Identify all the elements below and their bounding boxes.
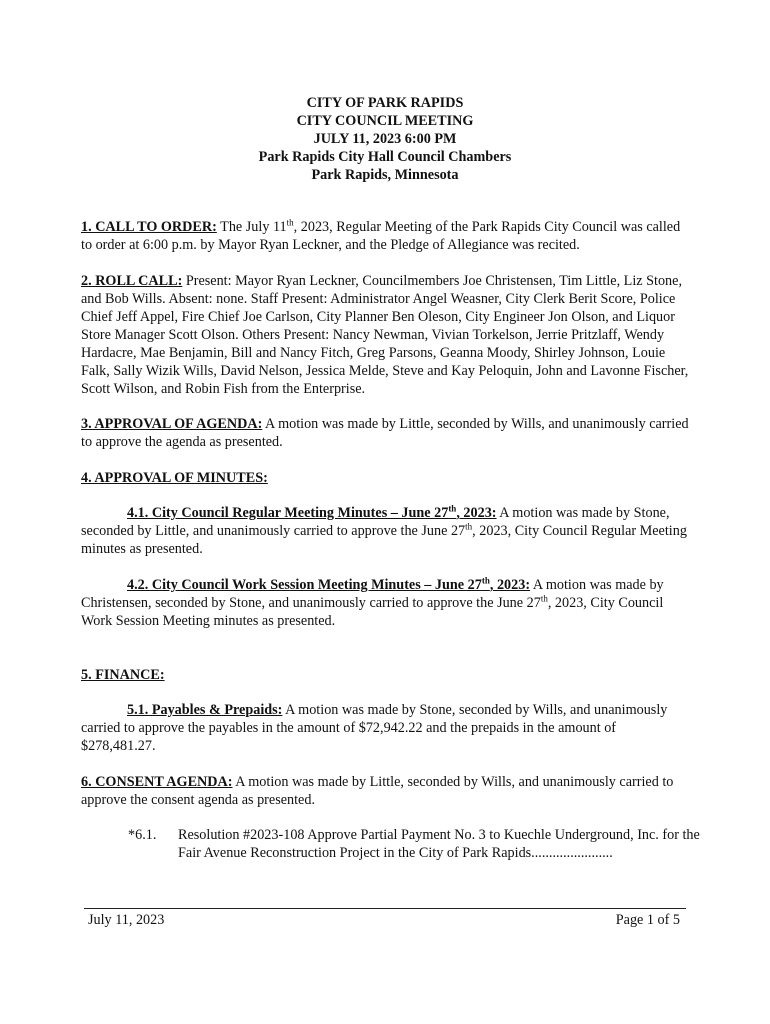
- consent-item-text: Resolution #2023-108 Approve Partial Payment No. 3 to Kuechle Underground, Inc. for the Fair Avenue Reconstruction Project in the City of Park Rapids.......................: [178, 827, 700, 861]
- finance-item-payables: 5.1. Payables & Prepaids: A motion was made by Stone, seconded by Wills, and unanimously carried to approve the payables in the amount of $72,942.22 and the prepaids in the amount of $278,481.27.: [81, 702, 668, 754]
- document-header: [0, 94, 770, 184]
- section-call-to-order: 1. CALL TO ORDER: The July 11th, 2023, Regular Meeting of the Park Rapids City Council was called to order at 6:00 p.m. by Mayor Ryan Leckner, and the Pledge of Allegiance was recited.: [81, 217, 681, 253]
- header-date: JULY 11, 2023 6:00 PM: [313, 131, 457, 147]
- minutes-item-work-session: 4.2. City Council Work Session Meeting Minutes – June 27th, 2023: A motion was made by Christensen, seconded by Stone, and unanimously carried to approve the June 27th, 2023, City Council Work Session Meeting minutes as presented.: [81, 575, 664, 629]
- footer-page-number: Page 1 of 5: [615, 912, 680, 928]
- section-heading: 5. FINANCE:: [81, 667, 165, 683]
- item-heading: 5.1. Payables & Prepaids:: [127, 702, 283, 718]
- section-approval-agenda: 3. APPROVAL OF AGENDA: A motion was made by Little, seconded by Wills, and unanimously carried to approve the agenda as presented.: [81, 416, 689, 450]
- section-heading: 2. ROLL CALL:: [81, 273, 183, 289]
- footer-date: July 11, 2023: [88, 912, 165, 928]
- consent-item-number: *6.1.: [128, 827, 157, 843]
- header-meeting: CITY COUNCIL MEETING: [296, 113, 474, 129]
- item-heading: 4.1. City Council Regular Meeting Minutes – June 27th, 2023:: [127, 503, 497, 521]
- section-approval-minutes: [81, 469, 691, 487]
- header-state: Park Rapids, Minnesota: [311, 167, 459, 183]
- section-heading: 1. CALL TO ORDER:: [81, 219, 217, 235]
- item-heading: 4.2. City Council Work Session Meeting Minutes – June 27th, 2023:: [127, 575, 531, 593]
- minutes-item-regular: 4.1. City Council Regular Meeting Minutes – June 27th, 2023: A motion was made by Stone, seconded by Little, and unanimously carried to approve the June 27th, 2023, City Council Regular Meeting minutes as presented.: [81, 503, 687, 557]
- footer-divider: [84, 908, 686, 909]
- section-roll-call: 2. ROLL CALL: Present: Mayor Ryan Leckner, Councilmembers Joe Christensen, Tim Little, Liz Stone, and Bob Wills. Absent: none. Staff Present: Administrator Angel Weasner, City Clerk Berit Score, Police Chief Jeff Appel, Fire Chief Joe Carlson, City Planner Ben Oleson, City Engineer Jon Olson, and Liquor Store Manager Scott Olson. Others Present: Nancy Newman, Vivian Torkelson, Jerrie Pritzlaff, Wendy Hardacre, Mae Benjamin, Bill and Nancy Fitch, Greg Parsons, Geanna Moody, Shirley Johnson, Louie Falk, Sally Wizik Wills, David Nelson, Jessica Melde, Steve and Kay Peloquin, John and Lavonne Fischer, Scott Wilson, and Robin Fish from the Enterprise.: [81, 273, 689, 397]
- section-heading: 3. APPROVAL OF AGENDA:: [81, 416, 263, 432]
- section-heading: 4. APPROVAL OF MINUTES:: [81, 470, 268, 486]
- section-heading: 6. CONSENT AGENDA:: [81, 774, 233, 790]
- header-city: CITY OF PARK RAPIDS: [306, 95, 464, 111]
- header-location: Park Rapids City Hall Council Chambers: [258, 149, 512, 165]
- section-consent-agenda: 6. CONSENT AGENDA: A motion was made by Little, seconded by Wills, and unanimously carried to approve the consent agenda as presented.: [81, 774, 674, 808]
- section-finance: [81, 666, 691, 684]
